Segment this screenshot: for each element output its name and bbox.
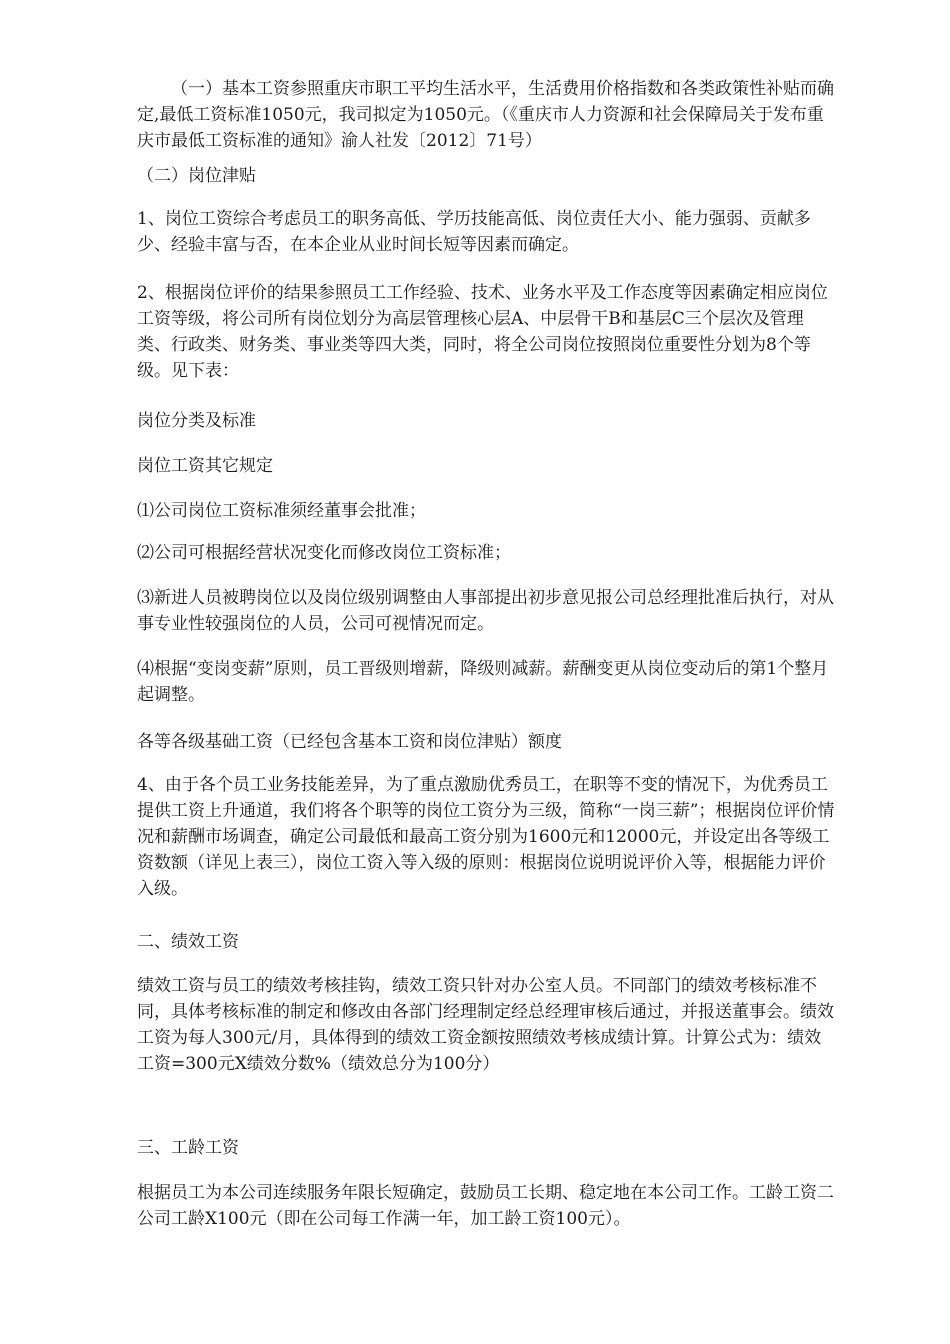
paragraph-performance-pay: 绩效工资与员工的绩效考核挂钩，绩效工资只针对办公室人员。不同部门的绩效考核标准不同，具体考核标准的制定和修改由各部门经理制定经总经理审核后通过，并报送董事会。绩效工资为每人300元/月，具体得到的绩效工资金额按照绩效考核成绩计算。计算公式为：绩效工资=300元X绩效分数%（绩效总分为100分） bbox=[137, 976, 834, 1074]
paragraph-seniority-pay: 根据员工为本公司连续服务年限长短确定，鼓励员工长期、稳定地在本公司工作。工龄工资二公司工龄X100元（即在公司每工作满一年，加工龄工资100元）。 bbox=[137, 1183, 834, 1229]
rule-item-1: ⑴公司岗位工资标准须经董事会批准； bbox=[137, 501, 426, 521]
heading-position-classification: 岗位分类及标准 bbox=[137, 411, 256, 431]
rule-item-3: ⑶新进人员被聘岗位以及岗位级别调整由人事部提出初步意见报公司总经理批准后执行，对从事专业性较强岗位的人员，公司可视情况而定。 bbox=[137, 588, 834, 634]
heading-other-rules: 岗位工资其它规定 bbox=[137, 456, 273, 476]
heading-position-allowance: （二）岗位津贴 bbox=[137, 166, 256, 186]
heading-seniority-pay: 三、工龄工资 bbox=[137, 1138, 239, 1158]
heading-base-wage-levels: 各等各级基础工资（已经包含基本工资和岗位津贴）额度 bbox=[137, 732, 562, 752]
rule-item-2: ⑵公司可根据经营状况变化而修改岗位工资标准； bbox=[137, 543, 511, 563]
paragraph-item-4: 4、由于各个员工业务技能差异，为了重点激励优秀员工，在职等不变的情况下，为优秀员工提供工资上升通道，我们将各个职等的岗位工资分为三级，简称“一岗三薪”；根据岗位评价情况和薪酬市场调查，确定公司最低和最高工资分别为1600元和12000元，并设定出各等级工资数额（详见上表三），岗位工资入等入级的原则：根据岗位说明说评价入等，根据能力评价入级。 bbox=[137, 775, 835, 899]
paragraph-basic-wage: （一）基本工资参照重庆市职工平均生活水平，生活费用价格指数和各类政策性补贴而确定,最低工资标准1050元，我司拟定为1050元。（《重庆市人力资源和社会保障局关于发布重庆市最低工资标准的通知》渝人社发〔2012〕71号） bbox=[137, 79, 834, 151]
paragraph-item-1: 1、岗位工资综合考虑员工的职务高低、学历技能高低、岗位责任大小、能力强弱、贡献多少、经验丰富与否，在本企业从业时间长短等因素而确定。 bbox=[137, 209, 811, 255]
paragraph-item-2: 2、根据岗位评价的结果参照员工工作经验、技术、业务水平及工作态度等因素确定相应岗位工资等级，将公司所有岗位划分为高层管理核心层A、中层骨干B和基层C三个层次及管理类、行政类、财务类、事业类等四大类，同时，将全公司岗位按照岗位重要性分划为8个等级。见下表： bbox=[137, 283, 828, 381]
rule-item-4: ⑷根据“变岗变薪”原则，员工晋级则增薪，降级则减薪。薪酬变更从岗位变动后的第1个整月起调整。 bbox=[137, 659, 829, 705]
heading-performance-pay: 二、绩效工资 bbox=[137, 932, 239, 952]
